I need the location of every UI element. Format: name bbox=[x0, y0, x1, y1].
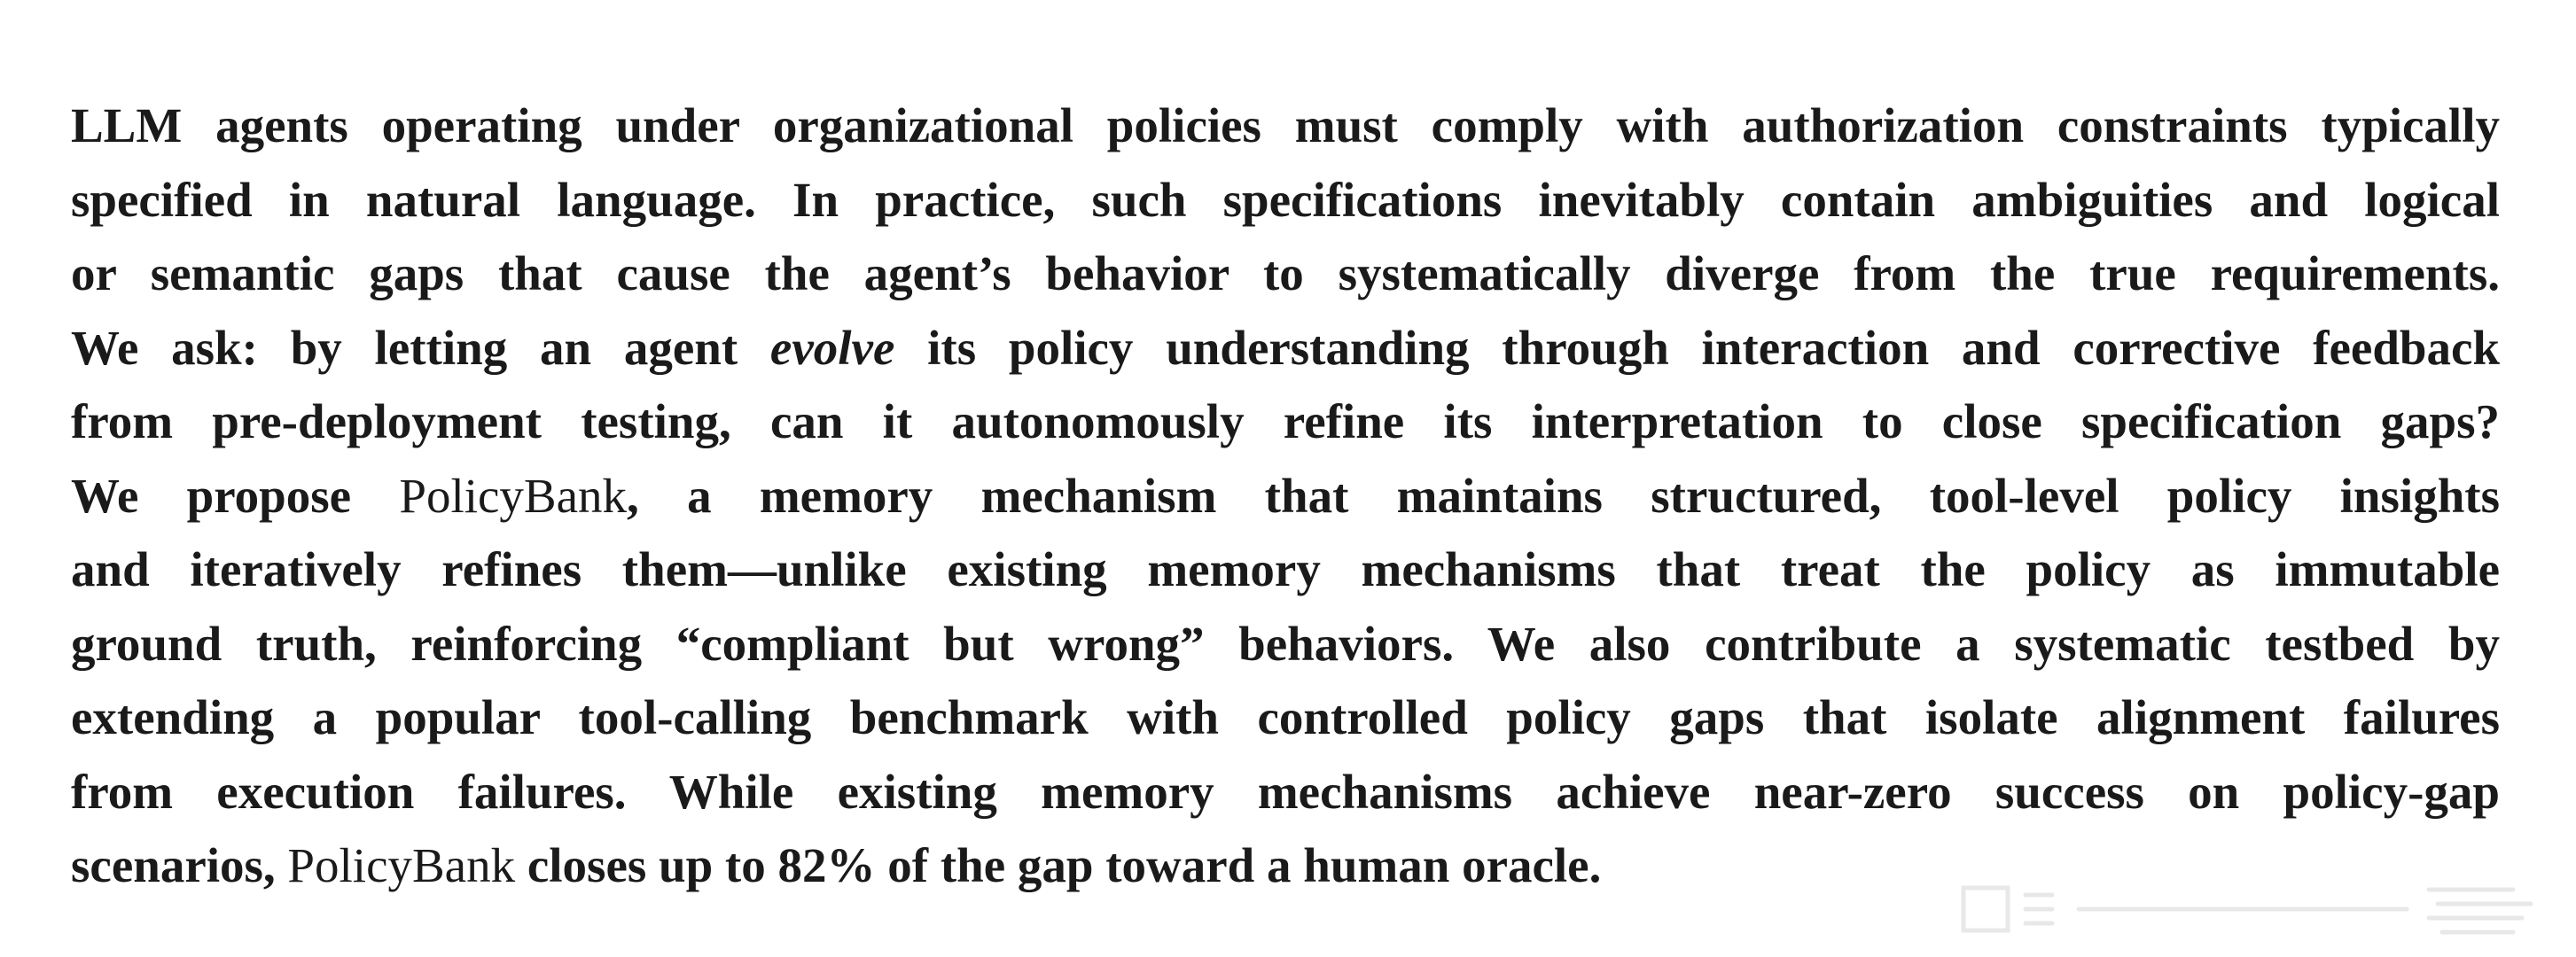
abstract-line: or semantic gaps that cause the agent’s behavior to systematically diverge from the true requirements. bbox=[71, 246, 2500, 300]
abstract-line: ground truth, reinforcing “compliant but wrong” behaviors. We also contribute a systematic testbed by bbox=[71, 616, 2500, 671]
text-segment: We ask: by letting an agent bbox=[71, 320, 770, 375]
emphasis-text: evolve bbox=[769, 320, 895, 375]
abstract-line: and iteratively refines them—unlike existing memory mechanisms that treat the policy as immutable bbox=[71, 542, 2500, 596]
text-segment: We propose bbox=[71, 468, 400, 523]
abstract-paragraph bbox=[71, 89, 2500, 903]
system-name: PolicyBank bbox=[399, 468, 628, 523]
abstract-line: from execution failures. While existing memory mechanisms achieve near-zero success on policy-gap bbox=[71, 764, 2500, 819]
system-name: PolicyBank bbox=[287, 838, 516, 892]
abstract-line: from pre-deployment testing, can it autonomously refine its interpretation to close specification gaps? bbox=[71, 394, 2500, 448]
text-segment: its policy understanding through interaction and corrective feedback bbox=[894, 320, 2500, 375]
abstract-line: extending a popular tool-calling benchmark with controlled policy gaps that isolate alignment failures bbox=[71, 690, 2500, 744]
text-segment: scenarios, bbox=[71, 838, 288, 892]
abstract-line: specified in natural language. In practice, such specifications inevitably contain ambiguities and logical bbox=[71, 172, 2500, 227]
abstract-line bbox=[71, 459, 2500, 533]
text-segment: , a memory mechanism that maintains structured, tool-level policy insights bbox=[627, 468, 2500, 523]
abstract-line: LLM agents operating under organizational policies must comply with authorization constraints typically bbox=[71, 98, 2500, 152]
text-segment: closes up to 82% of the gap toward a human oracle. bbox=[515, 838, 1602, 892]
watermark-logo-icon bbox=[1946, 877, 2549, 941]
abstract-line bbox=[71, 311, 2500, 385]
